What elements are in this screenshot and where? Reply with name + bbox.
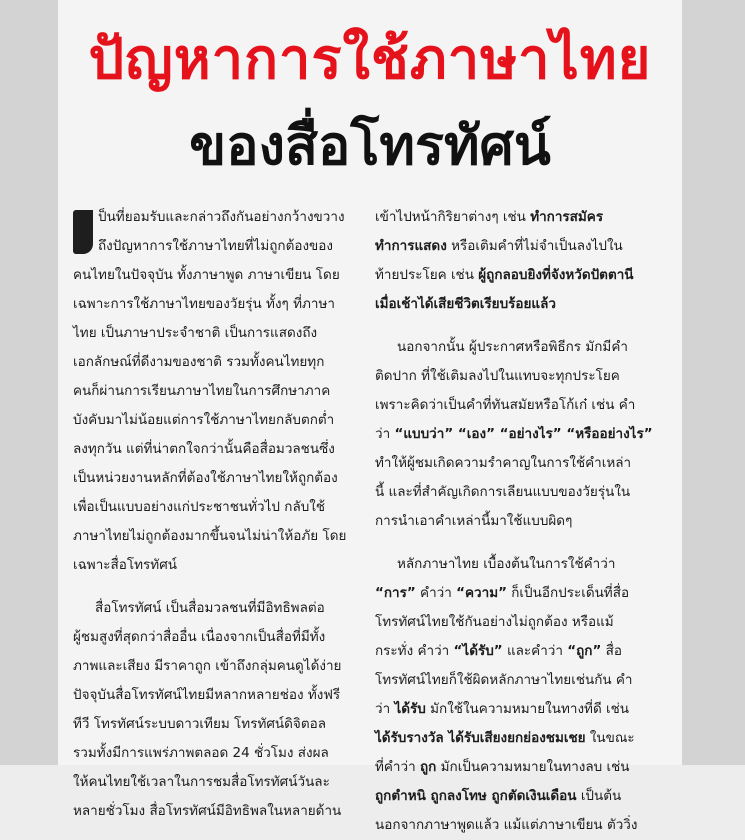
text-line: ทำให้ผู้ชมเกิดความรำคาญในการใช้คำเหล่า	[375, 455, 632, 471]
text-line: “การ” คำว่า “ความ” ก็เป็นอีกประเด็นที่สื่อ	[375, 585, 630, 601]
text-line: นอกจากนั้น ผู้ประกาศหรือพิธีกร มักมีคำ	[397, 339, 628, 355]
left-column	[73, 203, 363, 826]
text-line: เป็นหน่วยงานหลักที่ต้องใช้ภาษาไทยให้ถูกต้อง	[73, 470, 338, 486]
text-line: ทีวี โทรทัศน์ระบบดาวเทียม โทรทัศน์ดิจิตอล	[73, 716, 326, 732]
text-line: ท้ายประโยค เช่น ผู้ถูกลอบยิงที่จังหวัดปัตตานี	[375, 267, 634, 283]
scan-right-margin	[682, 0, 745, 765]
text-line: รวมทั้งมีการแพร่ภาพตลอด 24 ชั่วโมง ส่งผล	[73, 745, 329, 761]
scan-left-margin	[0, 0, 58, 765]
text-line: เฉพาะการใช้ภาษาไทยของวัยรุ่น ทั้งๆ ที่ภาษา	[73, 296, 335, 312]
text-line: ติดปาก ที่ใช้เติมลงไปในแทบจะทุกประโยค	[375, 368, 620, 384]
article-page	[58, 0, 682, 833]
text-line: เฉพาะสื่อโทรทัศน์	[73, 557, 177, 573]
headline-line-1: ปัญหาการใช้ภาษาไทย	[88, 27, 652, 92]
right-column	[375, 203, 670, 840]
text-line: ปัจจุบันสื่อโทรทัศน์ไทยมีหลากหลายช่อง ทั้งฟรี	[73, 687, 341, 703]
text-line: เพื่อเป็นแบบอย่างแก่ประชาชนทั่วไป กลับใช้	[73, 499, 326, 515]
text-line: เข้าไปหน้ากิริยาต่างๆ เช่น ทำการสมัคร	[375, 209, 604, 225]
paragraph-continued	[375, 203, 670, 319]
text-line: ถูกตำหนิ ถูกลงโทษ ถูกตัดเงินเดือน เป็นต้น	[375, 788, 622, 804]
text-line: โทรทัศน์ไทยใช้กันอย่างไม่ถูกต้อง หรือแม้	[375, 614, 614, 630]
text-line: บังคับมาไม่น้อยแต่การใช้ภาษาไทยกลับตกต่ำ	[73, 412, 335, 428]
paragraph-catchphrases	[375, 333, 670, 536]
text-line: หลักภาษาไทย เบื้องต้นในการใช้คำว่า	[397, 556, 616, 572]
text-line: คนไทยในปัจจุบัน ทั้งภาษาพูด ภาษาเขียน โดย	[73, 267, 340, 283]
text-line: ให้คนไทยใช้เวลาในการชมสื่อโทรทัศน์วันละ	[73, 774, 330, 790]
text-line: หลายชั่วโมง สื่อโทรทัศน์มีอิทธิพลในหลายด้าน	[73, 803, 342, 819]
text-line: นอกจากภาษาพูดแล้ว แม้แต่ภาษาเขียน ตัววิ่ง	[375, 817, 638, 833]
text-line: ได้รับรางวัล ได้รับเสียงยกย่องชมเชย ในขณะ	[375, 730, 635, 746]
text-line: ภาพและเสียง มีราคาถูก เข้าถึงกลุ่มคนดูได้ง่าย	[73, 658, 342, 674]
text-line: นี้ และที่สำคัญเกิดการเลียนแบบของวัยรุ่นใน	[375, 484, 631, 500]
paragraph-grammar	[375, 550, 670, 840]
text-line: ภาษาไทยไม่ถูกต้องมากขึ้นจนไม่น่าให้อภัย โดย	[73, 528, 347, 544]
text-line: โทรทัศน์ไทยก็ใช้ผิดหลักภาษาไทยเช่นกัน คำ	[375, 672, 633, 688]
text-line: สื่อโทรทัศน์ เป็นสื่อมวลชนที่มีอิทธิพลต่อ	[95, 600, 325, 616]
dropcap-icon	[73, 210, 93, 254]
headline-line-2: ของสื่อโทรทัศน์	[189, 114, 551, 177]
text-line: เมื่อเช้าได้เสียชีวิตเรียบร้อยแล้ว	[375, 296, 556, 312]
text-line: ลงทุกวัน แต่ที่น่าตกใจกว่านั้นคือสื่อมวลชนซึ่ง	[73, 441, 335, 457]
text-line: ป็นที่ยอมรับและกล่าวถึงกันอย่างกว้างขวาง	[98, 209, 345, 225]
text-line: ที่คำว่า ถูก มักเป็นความหมายในทางลบ เช่น	[375, 759, 630, 775]
text-line: ว่า ได้รับ มักใช้ในความหมายในทางที่ดี เช่น	[375, 701, 630, 717]
text-line: ว่า “แบบว่า” “เอง” “อย่างไร” “หรืออย่างไร”	[375, 426, 653, 442]
text-line: ไทย เป็นภาษาประจำชาติ เป็นการแสดงถึง	[73, 325, 318, 341]
text-line: ทำการแสดง หรือเติมคำที่ไม่จำเป็นลงไปใน	[375, 238, 623, 254]
text-line: ผู้ชมสูงที่สุดกว่าสื่ออื่น เนื่องจากเป็นสื่อที่มีทั้ง	[73, 629, 326, 645]
text-line: กระทั่ง คำว่า “ได้รับ” และคำว่า “ถูก” สื่อ	[375, 643, 622, 659]
paragraph-intro	[73, 203, 363, 580]
text-line: เพราะคิดว่าเป็นคำที่ทันสมัยหรือโก้เก๋ เช่น คำ	[375, 397, 636, 413]
text-line: คนก็ผ่านการเรียนภาษาไทยในการศึกษาภาค	[73, 383, 331, 399]
text-line: เอกลักษณ์ที่ดีงามของชาติ รวมทั้งคนไทยทุก	[73, 354, 325, 370]
paragraph-tv-media	[73, 594, 363, 826]
text-line: การนำเอาคำเหล่านี้มาใช้แบบผิดๆ	[375, 513, 573, 529]
text-line: ถึงปัญหาการใช้ภาษาไทยที่ไม่ถูกต้องของ	[98, 238, 333, 254]
